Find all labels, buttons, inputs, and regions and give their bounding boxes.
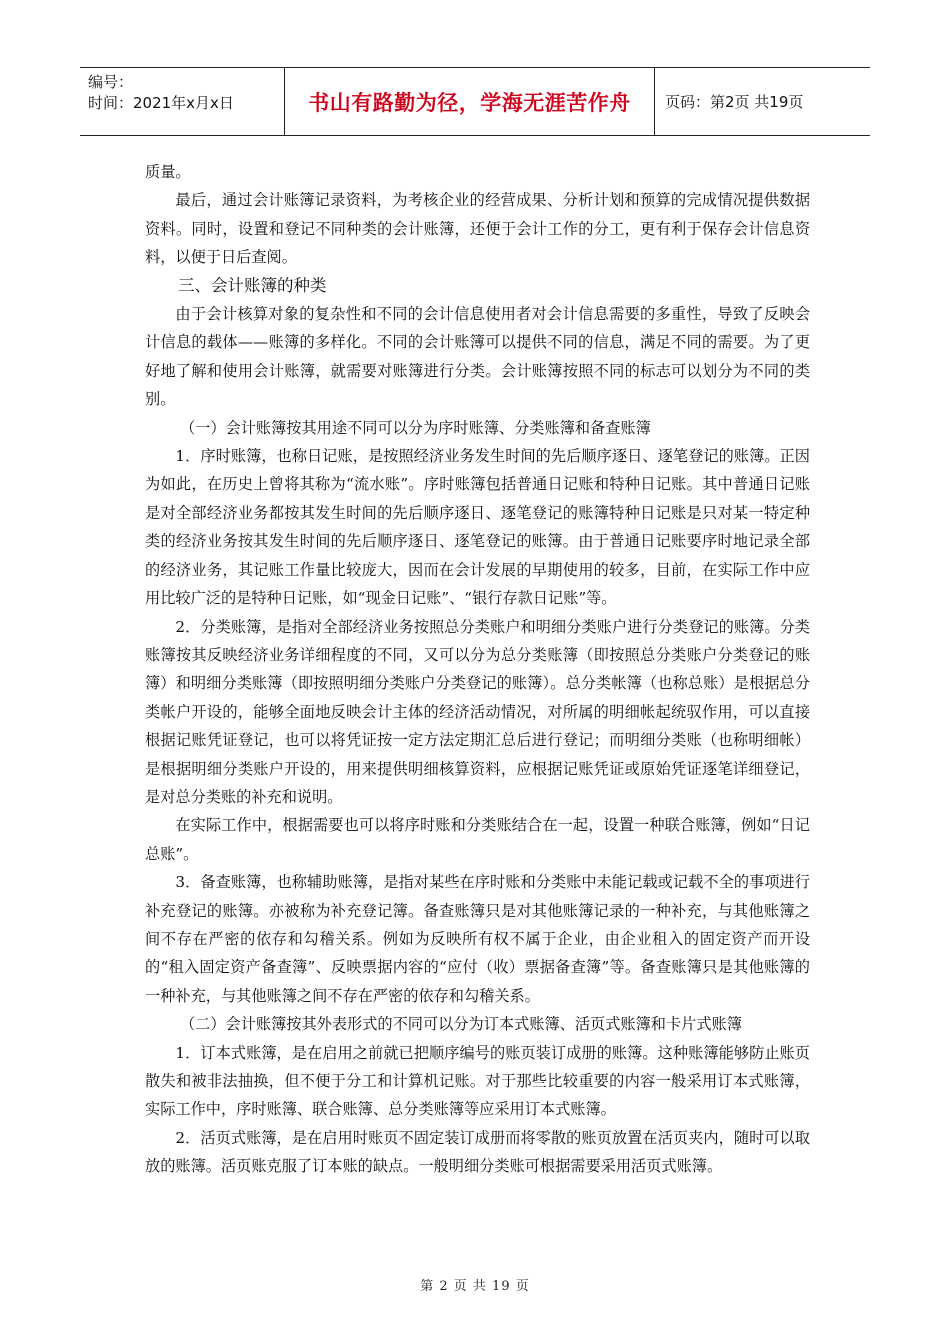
subsection-heading: （一）会计账簿按其用途不同可以分为序时账簿、分类账簿和备查账簿 [179,418,651,437]
subsection-heading: （二）会计账簿按其外表形式的不同可以分为订本式账簿、活页式账簿和卡片式账簿 [179,1015,742,1034]
paragraph: 3．备查账簿，也称辅助账簿，是指对某些在序时账和分类账中未能记载或记载不全的事项进行补充登记的账簿。亦被称为补充登记簿。备查账簿只是对其他账簿记录的一种补充，与其他账簿之间不存在严密的依存和勾稽关系。例如为反映所有权不属于企业，由企业租入的固定资产而开设的“租入固定资产备查簿”、反映票据内容的“应付（收）票据备查簿”等。备查账簿只是其他账簿的一种补充，与其他账簿之间不存在严密的依存和勾稽关系。 [145,873,810,1005]
paragraph: 由于会计核算对象的复杂性和不同的会计信息使用者对会计信息需要的多重性，导致了反映会计信息的载体——账簿的多样化。不同的会计账簿可以提供不同的信息，满足不同的需要。为了更好地了解和使用会计账簿，就需要对账簿进行分类。会计账簿按照不同的标志可以划分为不同的类别。 [145,305,810,409]
paragraph: 在实际工作中，根据需要也可以将序时账和分类账结合在一起，设置一种联合账簿，例如“日记总账”。 [145,816,810,863]
page-footer: 第 2 页 共 19 页 [420,1279,530,1294]
header-motto: 书山有路勤为径，学海无涯苦作舟 [285,68,655,135]
paragraph: 1．订本式账簿，是在启用之前就已把顺序编号的账页装订成册的账簿。这种账簿能够防止账页散失和被非法抽换，但不便于分工和计算机记账。对于那些比较重要的内容一般采用订本式账簿，实际工作中，序时账簿、联合账簿、总分类账簿等应采用订本式账簿。 [145,1043,810,1119]
paragraph: 最后，通过会计账簿记录资料，为考核企业的经营成果、分析计划和预算的完成情况提供数据资料。同时，设置和登记不同种类的会计账簿，还便于会计工作的分工，更有利于保存会计信息资料，以便于日后查阅。 [145,191,810,267]
paragraph: 质量。 [145,163,191,181]
document-date: 时间：2021年x月x日 [88,94,234,112]
header-page-info: 页码：第2页 共19页 [665,93,804,111]
page-header [80,67,870,136]
paragraph: 1．序时账簿，也称日记账，是按照经济业务发生时间的先后顺序逐日、逐笔登记的账簿。正因为如此，在历史上曾将其称为“流水账”。序时账簿包括普通日记账和特种日记账。其中普通日记账是对全部经济业务都按其发生时间的先后顺序逐日、逐笔登记的账簿特种日记账是只对某一特定种类的经济业务按其发生时间的先后顺序逐日、逐笔登记的账簿。由于普通日记账要序时地记录全部的经济业务，其记账工作量比较庞大，因而在会计发展的早期使用的较多，目前，在实际工作中应用比较广泛的是特种日记账，如“现金日记账”、“银行存款日记账”等。 [145,447,810,608]
document-number: 编号： [88,73,134,91]
section-heading: 三、会计账簿的种类 [178,275,327,295]
header-meta [80,68,285,135]
paragraph: 2．分类账簿，是指对全部经济业务按照总分类账户和明细分类账户进行分类登记的账簿。分类账簿按其反映经济业务详细程度的不同，又可以分为总分类账簿（即按照总分类账户分类登记的账簿）和明细分类账簿（即按照明细分类账户分类登记的账簿）。总分类帐簿（也称总账）是根据总分类帐户开设的，能够全面地反映会计主体的经济活动情况，对所属的明细帐起统驭作用，可以直接根据记账凭证登记，也可以将凭证按一定方法定期汇总后进行登记；而明细分类账（也称明细帐）是根据明细分类账户开设的，用来提供明细核算资料，应根据记账凭证或原始凭证逐笔详细登记，是对总分类账的补充和说明。 [145,617,810,806]
document-body [145,158,810,1181]
paragraph: 2．活页式账簿，是在启用时账页不固定装订成册而将零散的账页放置在活页夹内，随时可以取放的账簿。活页账克服了订本账的缺点。一般明细分类账可根据需要采用活页式账簿。 [145,1128,810,1176]
